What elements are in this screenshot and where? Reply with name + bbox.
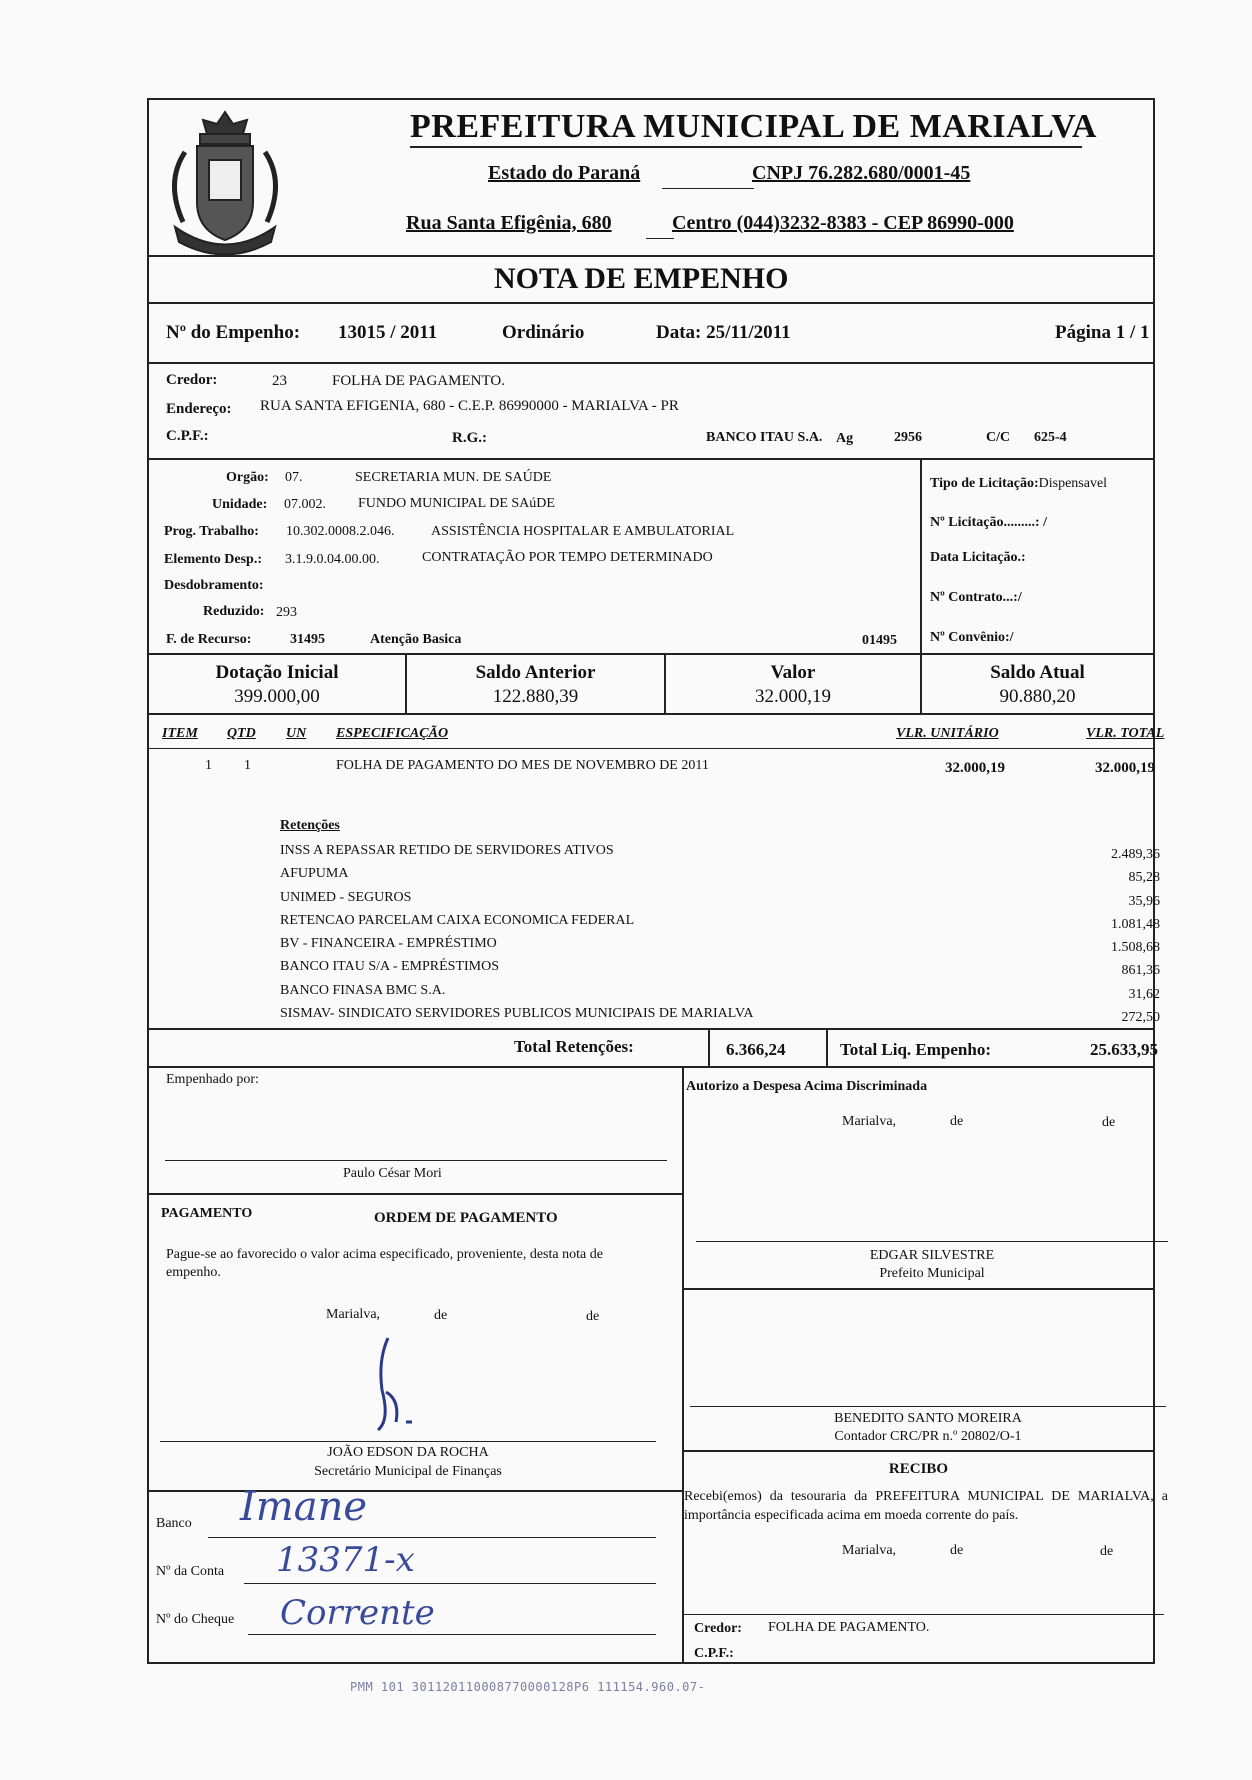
retencoes-list: [280, 839, 753, 1025]
retencao-value: 85,28: [1128, 870, 1160, 886]
secretario-role: Secretário Municipal de Finanças: [314, 1464, 502, 1479]
empenhado-name: Paulo César Mori: [343, 1166, 442, 1181]
total-liquido-label: Total Liq. Empenho:: [840, 1040, 991, 1059]
recibo-de2: de: [1100, 1544, 1114, 1559]
retencao-value: 31,62: [1128, 986, 1160, 1002]
credor-address: RUA SANTA EFIGENIA, 680 - C.E.P. 86990000 - MARIALVA - PR: [260, 398, 679, 414]
pagamento-de1: de: [434, 1308, 448, 1323]
autorizo-label: Autorizo a Despesa Acima Discriminada: [686, 1079, 928, 1094]
item-total-value: 32.000,19: [1095, 760, 1155, 776]
convenio-number: Nº Convênio:/: [930, 630, 1014, 645]
unidade-name: FUNDO MUNICIPAL DE SAúDE: [358, 496, 555, 511]
empenho-date: Data: 25/11/2011: [656, 322, 791, 343]
col-especificacao: ESPECIFICAÇÃO: [336, 726, 449, 741]
empenho-number: 13015 / 2011: [338, 322, 438, 343]
secretario-name: JOÃO EDSON DA ROCHA: [327, 1445, 489, 1460]
cpf-label: C.P.F.:: [166, 428, 209, 444]
retencao-value: 35,96: [1128, 893, 1160, 909]
page-title: PREFEITURA MUNICIPAL DE MARIALVA: [410, 108, 1097, 145]
address-field-label: Endereço:: [166, 401, 232, 417]
pagamento-de2: de: [586, 1309, 600, 1324]
saldo-anterior-value: 122.880,39: [492, 686, 579, 707]
valor-value: 32.000,19: [755, 686, 831, 707]
agency-value: 2956: [894, 430, 922, 445]
total-retencoes-label: Total Retenções:: [514, 1037, 634, 1056]
unidade-code: 07.002.: [284, 497, 326, 512]
prefeito-name: EDGAR SILVESTRE: [869, 1248, 995, 1263]
prog-name: ASSISTÊNCIA HOSPITALAR E AMBULATORIAL: [431, 524, 735, 539]
licitacao-number: Nº Licitação.........: /: [930, 515, 1047, 530]
col-un: UN: [286, 726, 307, 741]
valor-label: Valor: [770, 662, 816, 683]
recibo-place: Marialva,: [842, 1543, 897, 1558]
retencao-value: 861,36: [1121, 963, 1160, 979]
bank-name: BANCO ITAU S.A.: [706, 430, 823, 445]
item-unit-value: 32.000,19: [945, 760, 1005, 776]
recibo-title: RECIBO: [888, 1461, 949, 1477]
col-item: ITEM: [162, 726, 198, 741]
item-qtd: 1: [244, 758, 251, 773]
agency-label: Ag: [836, 431, 854, 446]
cc-value: 625-4: [1034, 430, 1067, 445]
document-title: NOTA DE EMPENHO: [494, 262, 789, 295]
retencao-label: UNIMED - SEGUROS: [280, 889, 412, 905]
cheque-label: Nº do Cheque: [156, 1612, 235, 1627]
contador-role: Contador CRC/PR n.º 20802/O-1: [834, 1429, 1022, 1444]
empenho-label: Nº do Empenho:: [166, 322, 301, 343]
recibo-cpf-label: C.P.F.:: [694, 1646, 734, 1661]
cc-label: C/C: [986, 430, 1011, 445]
contact-label: Centro (044)3232-8383 - CEP 86990-000: [672, 212, 1014, 234]
item-spec: FOLHA DE PAGAMENTO DO MES DE NOVEMBRO DE 2011: [336, 758, 709, 773]
contrato-number: Nº Contrato...:/: [930, 590, 1022, 605]
total-liquido-value: 25.633,95: [1090, 1040, 1158, 1059]
pagamento-label: PAGAMENTO: [161, 1206, 253, 1221]
contador-name: BENEDITO SANTO MOREIRA: [834, 1411, 1022, 1426]
empenhado-label: Empenhado por:: [166, 1072, 259, 1087]
secretario-signature: [360, 1330, 430, 1440]
credor-code: 23: [272, 373, 287, 389]
retencoes-title: Retenções: [280, 818, 340, 833]
ordem-pagamento-title: ORDEM DE PAGAMENTO: [374, 1210, 558, 1226]
licitacao-type: Tipo de Licitação:Dispensavel: [930, 476, 1108, 491]
orgao-label: Orgão:: [226, 470, 269, 485]
total-retencoes-value: 6.366,24: [726, 1040, 786, 1059]
autorizo-de1: de: [950, 1114, 964, 1129]
dotacao-inicial-value: 399.000,00: [234, 686, 320, 707]
unidade-label: Unidade:: [212, 497, 268, 512]
orgao-code: 07.: [285, 470, 303, 485]
recibo-credor-name: FOLHA DE PAGAMENTO.: [768, 1620, 930, 1635]
recibo-de1: de: [950, 1543, 964, 1558]
saldo-atual-label: Saldo Atual: [990, 662, 1085, 683]
col-valor-unitario: VLR. UNITÁRIO: [896, 726, 999, 741]
elemento-code: 3.1.9.0.04.00.00.: [285, 552, 380, 567]
item-number: 1: [205, 758, 212, 773]
banco-label: Banco: [156, 1516, 192, 1531]
retencao-label: BANCO ITAU S/A - EMPRÉSTIMOS: [280, 959, 500, 975]
dotacao-inicial-label: Dotação Inicial: [215, 662, 339, 683]
orgao-name: SECRETARIA MUN. DE SAÚDE: [355, 470, 552, 485]
page-number: Página 1 / 1: [1055, 322, 1150, 343]
col-qtd: QTD: [227, 726, 256, 741]
rg-label: R.G.:: [452, 430, 487, 446]
coat-of-arms-icon: [155, 102, 295, 262]
prog-code: 10.302.0008.2.046.: [286, 524, 395, 539]
saldo-anterior-label: Saldo Anterior: [475, 662, 596, 683]
retencoes-values: [1000, 843, 1160, 1029]
recurso-name: Atenção Basica: [370, 632, 462, 647]
prog-label: Prog. Trabalho:: [164, 524, 259, 539]
saldo-atual-value: 90.880,20: [999, 686, 1076, 707]
retencao-value: 2.489,36: [1111, 847, 1160, 862]
retencao-label: BV - FINANCEIRA - EMPRÉSTIMO: [280, 936, 497, 952]
autorizo-place: Marialva,: [842, 1114, 897, 1129]
banco-handwritten: Imane: [240, 1484, 368, 1530]
empenho-type: Ordinário: [502, 322, 585, 343]
col-valor-total: VLR. TOTAL: [1086, 726, 1165, 741]
address-label: Rua Santa Efigênia, 680: [406, 212, 612, 234]
recurso-label: F. de Recurso:: [166, 632, 252, 647]
conta-handwritten: 13371-x: [276, 1540, 415, 1580]
cheque-handwritten: Corrente: [280, 1593, 435, 1633]
autorizo-de2: de: [1102, 1115, 1116, 1130]
licitacao-date: Data Licitação.:: [930, 550, 1026, 565]
retencao-label: BANCO FINASA BMC S.A.: [280, 982, 446, 998]
retencao-label: INSS A REPASSAR RETIDO DE SERVIDORES ATIVOS: [280, 843, 614, 858]
retencao-value: 1.508,68: [1111, 940, 1160, 956]
credor-label: Credor:: [166, 372, 218, 388]
retencao-value: 1.081,48: [1111, 916, 1160, 932]
retencao-label: AFUPUMA: [280, 866, 349, 882]
elemento-label: Elemento Desp.:: [164, 552, 262, 567]
prefeito-role: Prefeito Municipal: [879, 1266, 985, 1281]
pagamento-place: Marialva,: [326, 1307, 381, 1322]
pagamento-text: Pague-se ao favorecido o valor acima especificado, proveniente, desta nota de empenho.: [166, 1247, 603, 1280]
credor-name: FOLHA DE PAGAMENTO.: [332, 373, 505, 389]
recibo-text: Recebi(emos) da tesouraria da PREFEITURA MUNICIPAL DE MARIALVA, a importância especificada acima em moeda corrente do país.: [684, 1489, 1168, 1523]
retencao-value: 272,50: [1121, 1010, 1160, 1026]
reduzido-value: 293: [276, 605, 297, 620]
retencao-label: SISMAV- SINDICATO SERVIDORES PUBLICOS MUNICIPAIS DE MARIALVA: [280, 1006, 754, 1022]
state-label: Estado do Paraná: [488, 162, 641, 184]
recurso-value: 31495: [290, 632, 325, 647]
desdobramento-label: Desdobramento:: [164, 578, 264, 593]
recurso-code: 01495: [862, 633, 897, 648]
footer-code: PMM 101 301120110008770000128P6 111154.960.07-: [350, 1680, 706, 1694]
conta-label: Nº da Conta: [156, 1564, 225, 1579]
recibo-credor-label: Credor:: [694, 1621, 742, 1636]
elemento-name: CONTRATAÇÃO POR TEMPO DETERMINADO: [422, 550, 713, 565]
cnpj-label: CNPJ 76.282.680/0001-45: [752, 162, 971, 184]
retencao-label: RETENCAO PARCELAM CAIXA ECONOMICA FEDERAL: [280, 912, 635, 928]
reduzido-label: Reduzido:: [203, 604, 265, 619]
